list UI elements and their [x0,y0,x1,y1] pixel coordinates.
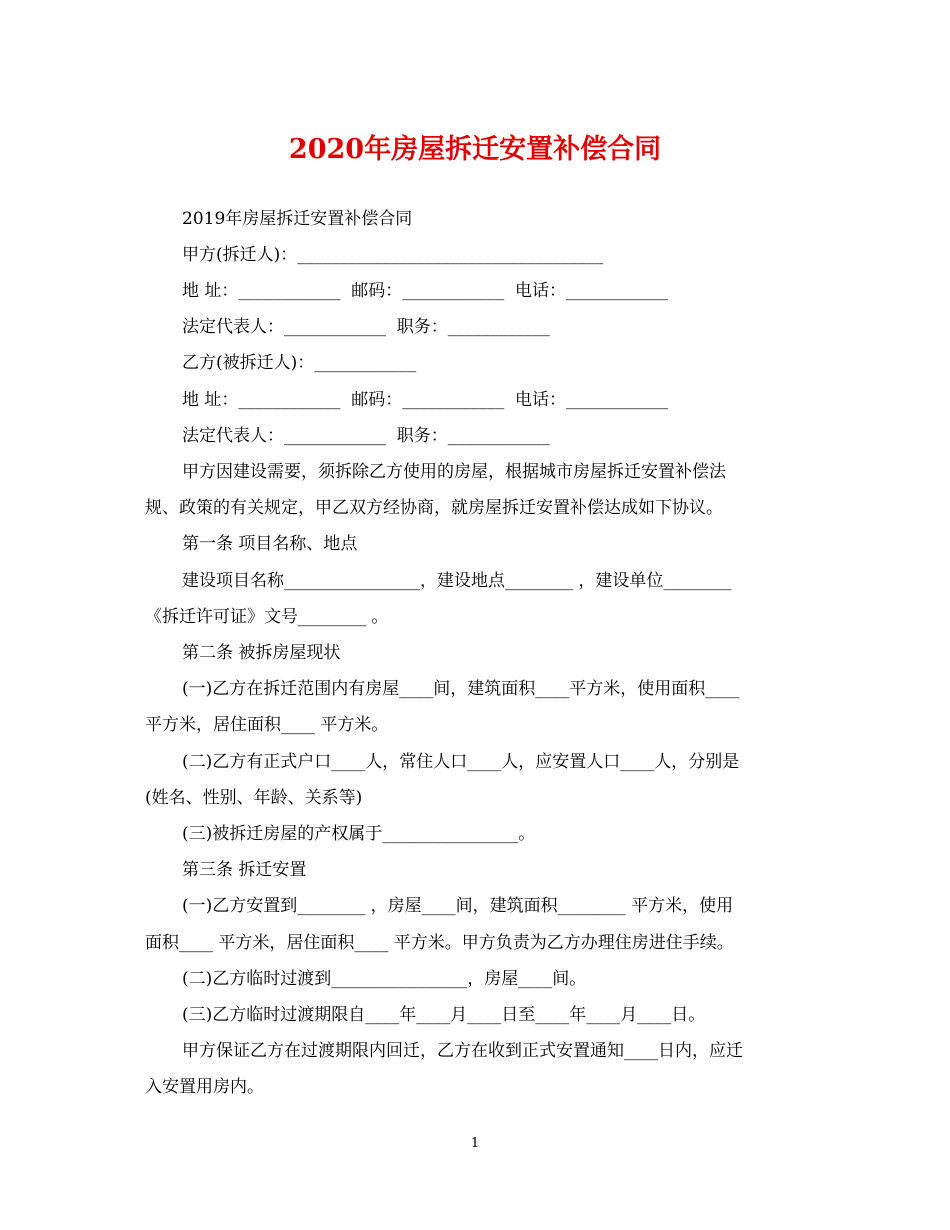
body-line: 法定代表人：____________ 职务：____________ [182,426,550,446]
body-line: 2019年房屋拆迁安置补偿合同 [182,209,413,229]
body-line: (一)乙方安置到________ ，房屋____间，建筑面积________ 平方米，使用 [182,896,734,916]
body-line: 甲方保证乙方在过渡期限内回迁，乙方在收到正式安置通知____日内，应迁 [182,1041,743,1061]
body-line: 建设项目名称________________，建设地点________ ，建设单位________ [182,571,732,591]
body-line: (姓名、性别、年龄、关系等) [145,788,363,808]
body-line: 入安置用房内。 [145,1077,264,1097]
body-line: 第二条 被拆房屋现状 [182,643,341,663]
page-number: 1 [470,1136,480,1151]
body-line: 甲方(拆迁人)：____________________________________ [182,245,604,265]
body-line: 法定代表人：____________ 职务：____________ [182,317,550,337]
body-line: (二)乙方有正式户口____人，常住人口____人，应安置人口____人，分别是 [182,752,740,772]
body-line: 第三条 拆迁安置 [182,860,307,880]
body-line: 地 址：____________ 邮码：____________ 电话：____________ [182,390,669,410]
body-line: 《拆迁许可证》文号________ 。 [145,607,389,627]
body-line: (三)乙方临时过渡期限自____年____月____日至____年____月____日。 [182,1005,706,1025]
document-title: 2020年房屋拆迁安置补偿合同 [288,134,662,165]
body-line: 规、政策的有关规定，甲乙双方经协商，就房屋拆迁安置补偿达成如下协议。 [145,498,723,518]
body-line: 地 址：____________ 邮码：____________ 电话：____________ [182,281,669,301]
body-line: (一)乙方在拆迁范围内有房屋____间，建筑面积____平方米，使用面积____ [182,679,740,699]
body-line: (三)被拆迁房屋的产权属于________________。 [182,824,536,844]
body-line: 甲方因建设需要，须拆除乙方使用的房屋，根据城市房屋拆迁安置补偿法 [182,462,726,482]
body-line: (二)乙方临时过渡到________________，房屋____间。 [182,969,587,989]
body-line: 面积____ 平方米，居住面积____ 平方米。甲方负责为乙方办理住房进住手续。 [145,933,734,953]
body-line: 平方米，居住面积____ 平方米。 [145,715,389,735]
body-line: 乙方(被拆迁人)：____________ [182,353,417,373]
body-line: 第一条 项目名称、地点 [182,534,358,554]
